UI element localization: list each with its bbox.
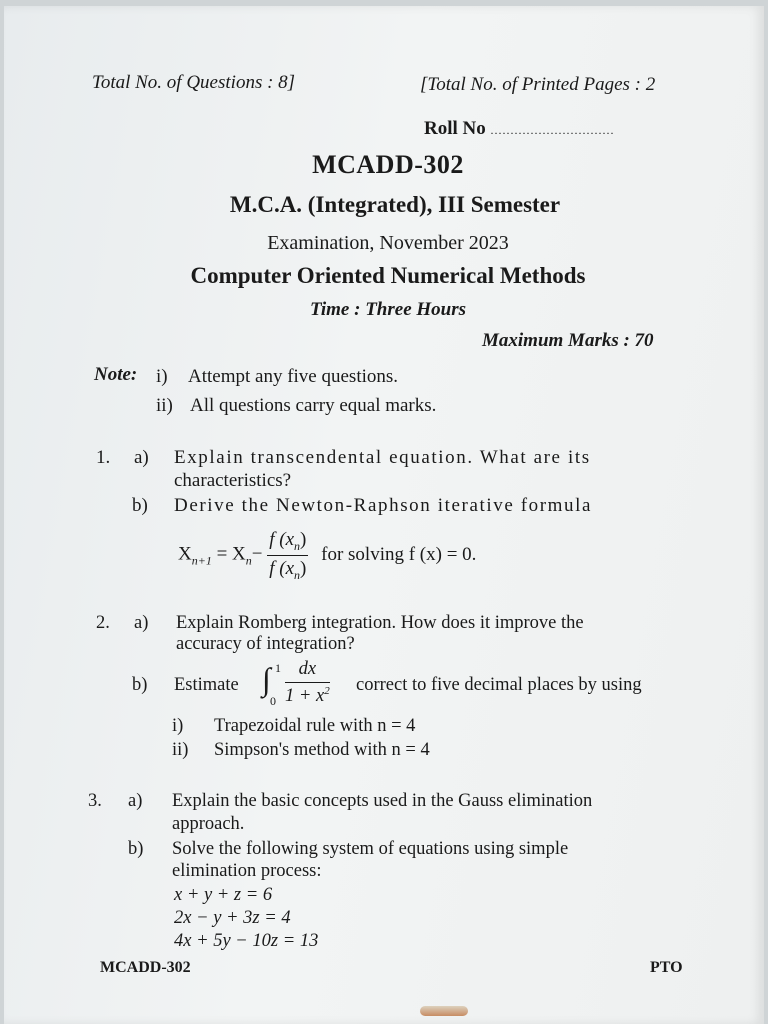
note-item-2-num: ii)	[156, 395, 173, 416]
newton-raphson-fraction: $\frac{f (x_n)}{f (x_n)}$	[269, 529, 307, 582]
maximum-marks: Maximum Marks : 70	[482, 330, 654, 351]
equation-3: 4x + 5y − 10z = 13	[174, 931, 319, 951]
total-printed-pages: [Total No. of Printed Pages : 2	[420, 74, 656, 95]
exam-paper	[4, 6, 764, 1024]
footer-paper-code: MCADD-302	[100, 959, 191, 976]
formula-tail: for solving f (x) = 0.	[321, 543, 477, 565]
question-2b-sub-1-text: Trapezoidal rule with n = 4	[214, 716, 416, 736]
newton-raphson-formula: $X_{n+1} = X_n-$ $\frac{f (x_n)}{f (x_n)}$ for solving f (x) = 0.	[178, 529, 477, 582]
time-allowed: Time : Three Hours	[309, 299, 467, 320]
footer-pto: PTO	[650, 959, 683, 976]
question-2b-sub-2-text: Simpson's method with n = 4	[214, 740, 430, 760]
roll-no-label: Roll No	[424, 118, 486, 139]
question-3b-label: b)	[128, 839, 144, 859]
integral-sign: ∫	[262, 661, 271, 697]
integrand: $\frac{dx}{1 + x^2}$	[285, 659, 330, 706]
question-2b-sub-1-num: i)	[172, 716, 184, 736]
question-2b-label: b)	[132, 675, 148, 695]
question-1a-line2: characteristics?	[174, 470, 292, 491]
equation-1: x + y + z = 6	[174, 885, 273, 905]
integral-lower-limit: 0	[270, 694, 276, 708]
roll-no-dots: ...............................	[490, 123, 615, 137]
question-3a-label: a)	[128, 791, 143, 811]
question-1a-line1: Explain transcendental equation. What are its	[174, 447, 591, 468]
total-questions: Total No. of Questions : 8]	[92, 72, 296, 93]
question-2a-line1: Explain Romberg integration. How does it improve the	[176, 613, 584, 633]
question-3a-line2: approach.	[172, 814, 245, 834]
question-2a-label: a)	[134, 613, 149, 633]
question-3-number: 3.	[88, 791, 102, 811]
note-item-2-text: All questions carry equal marks.	[190, 395, 437, 416]
note-item-1-text: Attempt any five questions.	[188, 366, 399, 387]
note-label: Note:	[94, 364, 138, 385]
course-title: M.C.A. (Integrated), III Semester	[229, 192, 561, 217]
question-2-number: 2.	[96, 613, 110, 633]
question-2a-line2: accuracy of integration?	[176, 634, 355, 654]
question-3b-line2: elimination process:	[172, 861, 322, 881]
equation-2: 2x − y + 3z = 4	[174, 908, 291, 928]
question-1b-line1: Derive the Newton-Raphson iterative formula	[174, 495, 593, 516]
question-2b-estimate: Estimate	[174, 675, 239, 695]
pen-tip-shadow	[420, 1006, 468, 1016]
question-3b-line1: Solve the following system of equations using simple	[172, 839, 569, 859]
note-item-1-num: i)	[156, 366, 168, 387]
question-2b-sub-2-num: ii)	[172, 740, 189, 760]
question-2b-tail: correct to five decimal places by using	[356, 675, 642, 695]
paper-code: MCADD-302	[312, 150, 464, 179]
subject-title: Computer Oriented Numerical Methods	[190, 263, 586, 288]
exam-session: Examination, November 2023	[267, 232, 509, 254]
integral-upper-limit: 1	[275, 661, 281, 675]
question-3a-line1: Explain the basic concepts used in the Gauss elimination	[172, 791, 593, 811]
roll-no-field	[424, 118, 615, 140]
question-1b-label: b)	[132, 495, 148, 516]
question-1a-label: a)	[134, 447, 149, 468]
question-1-number: 1.	[96, 447, 111, 468]
